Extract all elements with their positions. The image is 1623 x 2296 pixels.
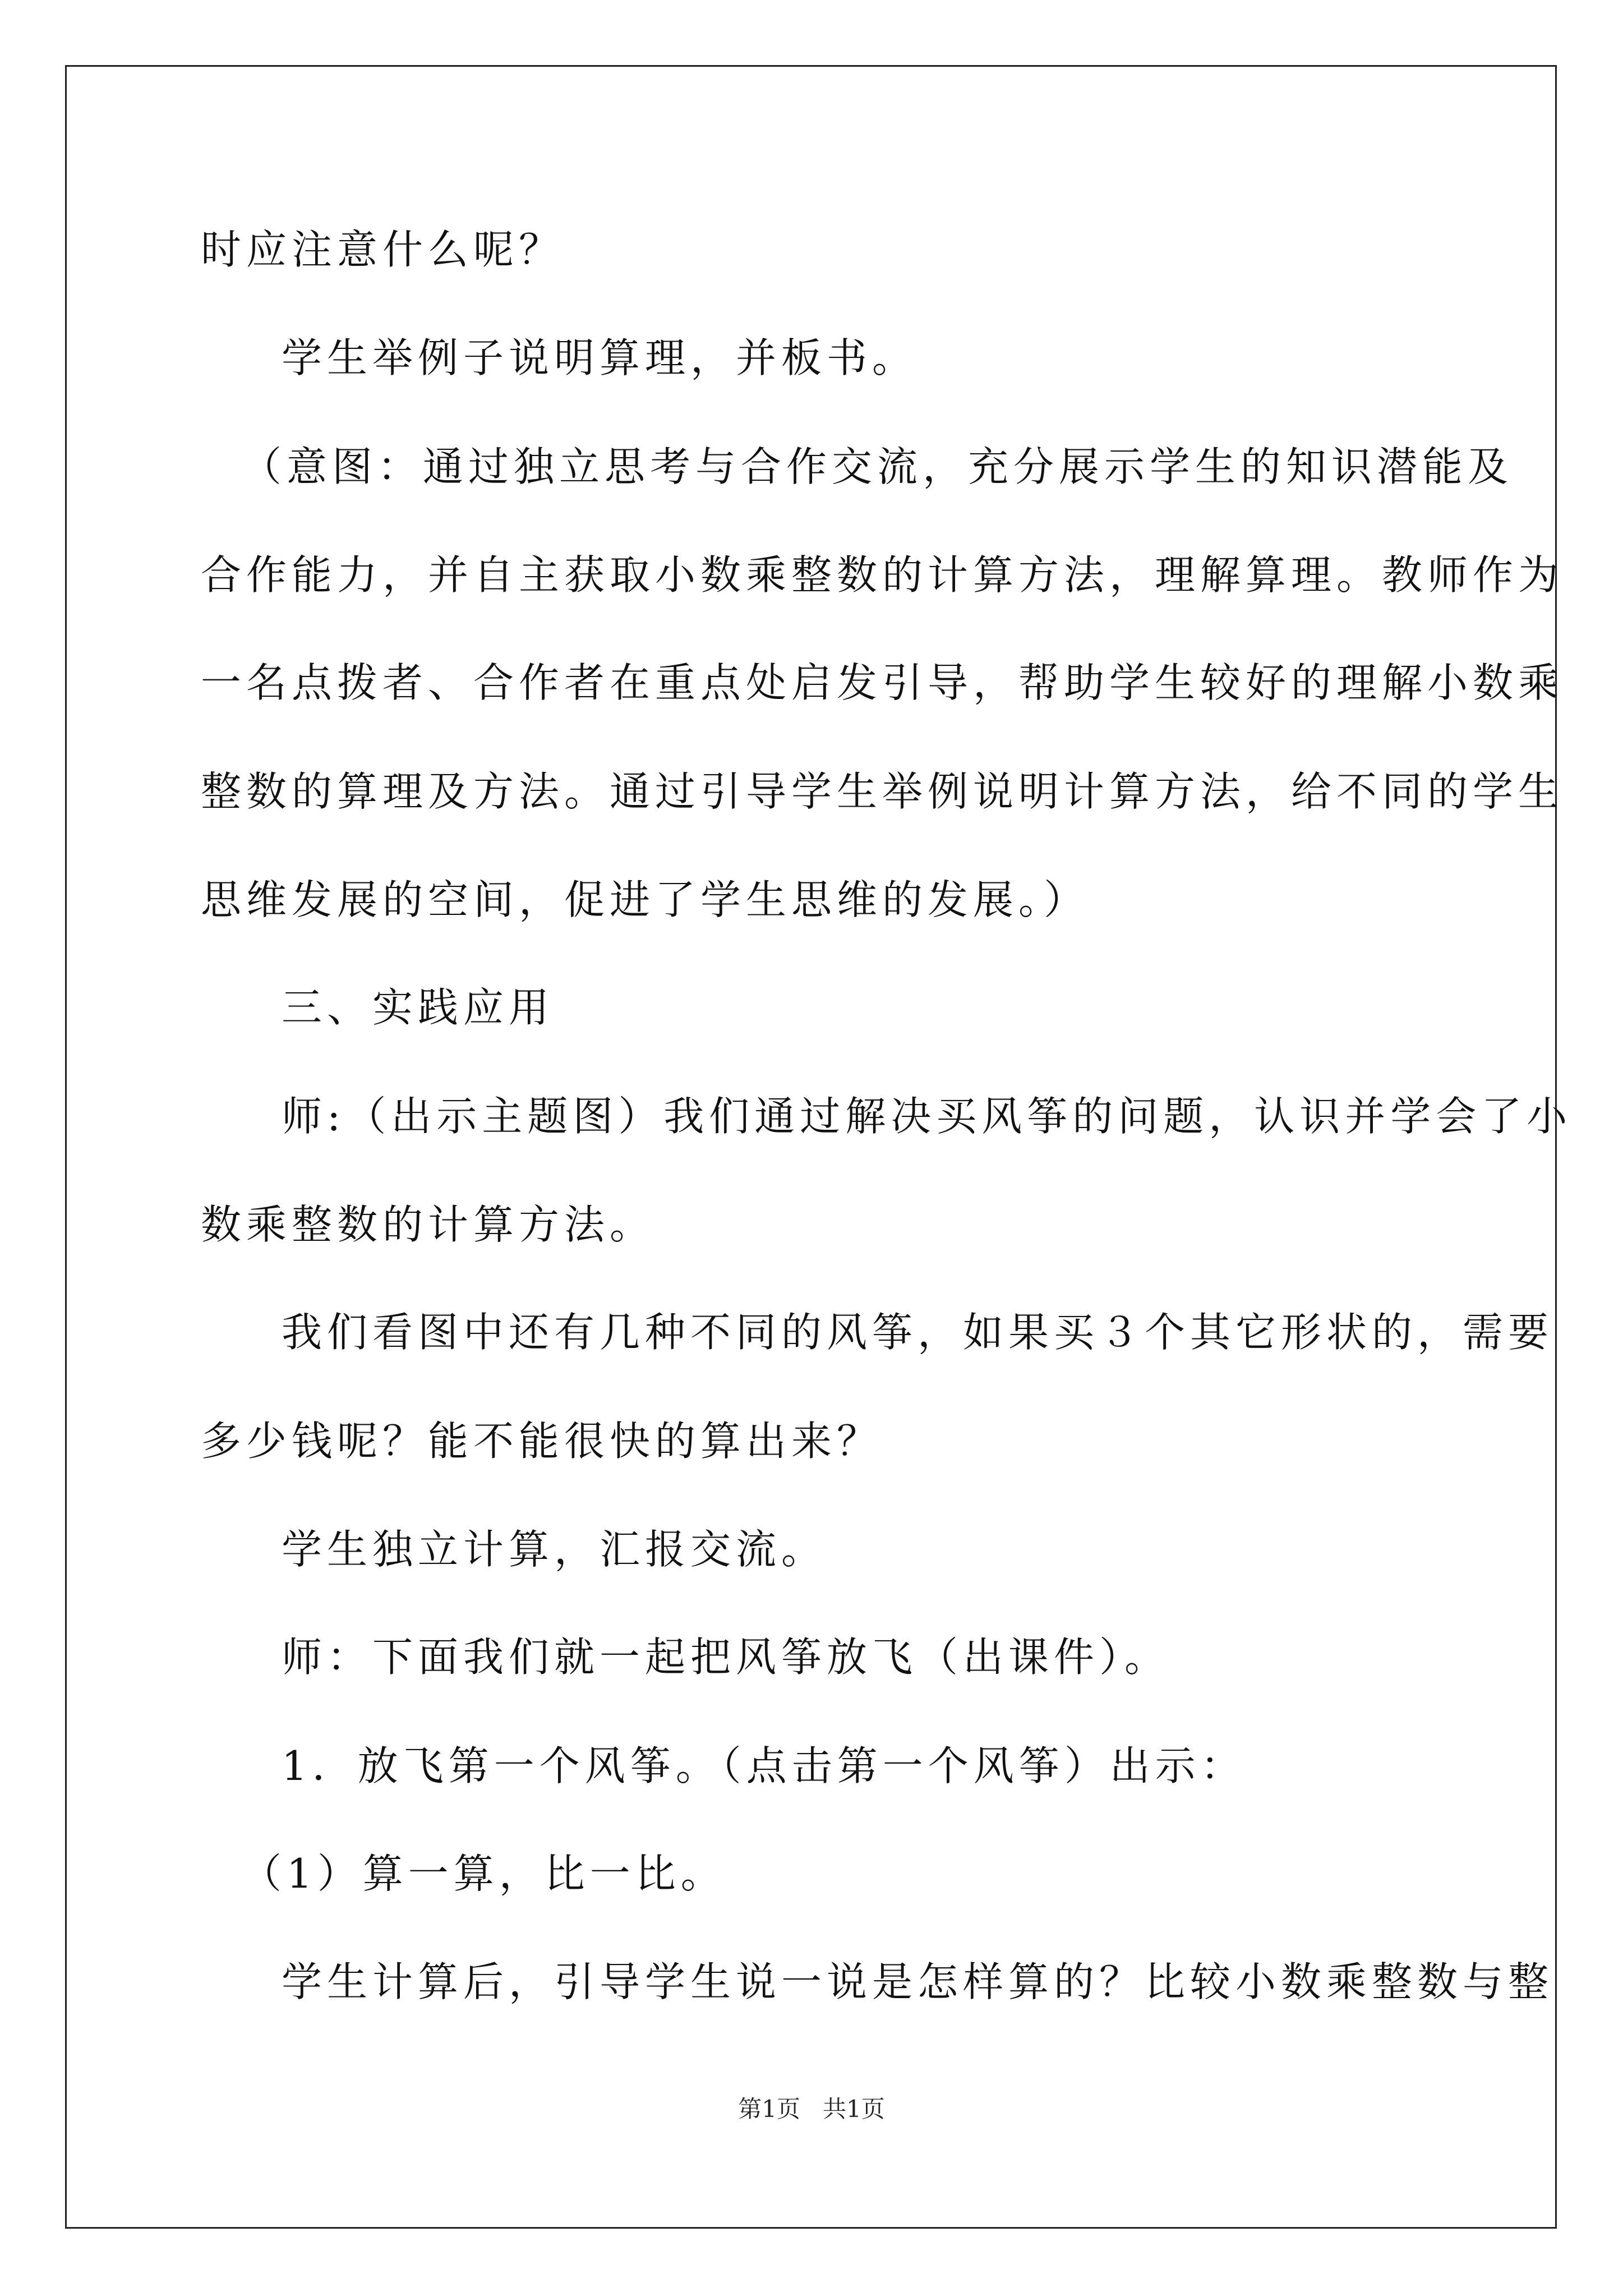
text-line-5: 一名点拨者、合作者在重点处启发引导，帮助学生较好的理解小数乘 bbox=[201, 659, 1564, 706]
text-line-16: （1）算一算，比一比。 bbox=[241, 1850, 726, 1897]
text-line-13: 学生独立计算，汇报交流。 bbox=[282, 1526, 827, 1573]
text-line-9: 师:（出示主题图）我们通过解决买风筝的问题，认识并学会了小 bbox=[282, 1093, 1573, 1140]
text-line-10: 数乘整数的计算方法。 bbox=[201, 1201, 656, 1248]
page-footer: 第1页 共1页 bbox=[738, 2095, 885, 2123]
section-heading: 三、实践应用 bbox=[282, 984, 555, 1031]
text-line-12: 多少钱呢？能不能很快的算出来？ bbox=[201, 1418, 883, 1465]
text-line-2: 学生举例子说明算理，并板书。 bbox=[282, 334, 918, 381]
text-line-14: 师：下面我们就一起把风筝放飞（出课件）。 bbox=[282, 1634, 1170, 1681]
page-border bbox=[65, 65, 1557, 2229]
text-line-1: 时应注意什么呢？ bbox=[201, 226, 565, 273]
text-line-4: 合作能力，并自主获取小数乘整数的计算方法，理解算理。教师作为 bbox=[201, 551, 1564, 599]
text-line-7: 思维发展的空间，促进了学生思维的发展。） bbox=[201, 876, 1090, 923]
text-line-17: 学生计算后，引导学生说一说是怎样算的？比较小数乘整数与整 bbox=[282, 1958, 1554, 2005]
text-line-3: （意图：通过独立思考与合作交流，充分展示学生的知识潜能及 bbox=[241, 443, 1514, 490]
text-line-11: 我们看图中还有几种不同的风筝，如果买３个其它形状的，需要 bbox=[282, 1309, 1554, 1356]
text-line-6: 整数的算理及方法。通过引导学生举例说明计算方法，给不同的学生 bbox=[201, 768, 1564, 815]
text-line-15: 1．放飞第一个风筝。（点击第一个风筝）出示： bbox=[282, 1742, 1246, 1789]
